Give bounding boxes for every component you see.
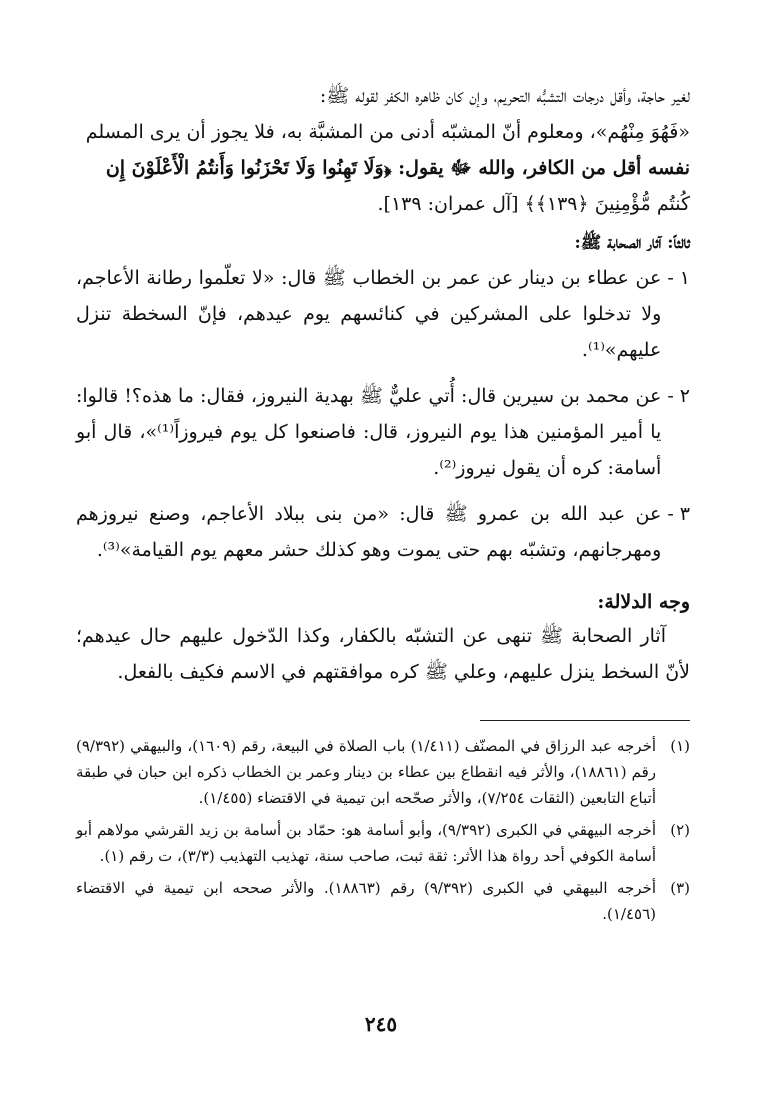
footnote-text: أخرجه عبد الرزاق في المصنّف (١/٤١١) باب الصلاة في البيعة، رقم (١٦٠٩)، والبيهقي (٩/٣٩٢) رقم (١٨٨٦١)، والأثر فيه انقطاع بين عطاء بن دينار وعمر بن الخطاب ذكره ابن حبان في طبقة أتباع التابعين (الثقات ٧/٢٥٤)، والأثر صحّحه ابن تيمية في الاقتضاء (١/٤٥٥). bbox=[76, 737, 657, 807]
intro-line: لغير حاجة، وأقل درجات التشبُّه التحريم، وإن كان ظاهره الكفر لقوله ﷺ: bbox=[319, 85, 690, 107]
footnote-number: (١) bbox=[670, 737, 690, 755]
item-number: ٣ - bbox=[667, 503, 690, 525]
wajh-paragraph: آثار الصحابة ﷺ تنهى عن التشبّه بالكفار، وكذا الدّخول عليهم حال عيدهم؛ لأنّ السخط ينزل عليهم، وعلي ﷺ كره موافقتهم في الاسم فكيف بالفعل. bbox=[76, 625, 690, 683]
item-number: ٢ - bbox=[667, 385, 690, 407]
footnote bbox=[76, 733, 690, 811]
list-item bbox=[76, 378, 690, 486]
footnote bbox=[76, 817, 690, 869]
item-number: ١ - bbox=[667, 267, 690, 289]
intro-line: كُنتُم مُّؤْمِنِينَ ﴿١٣٩﴾﴾ [آل عمران: ١٣٩]. bbox=[377, 193, 690, 215]
wajh-heading: وجه الدلالة: bbox=[597, 591, 690, 613]
section-heading: ثالثاً: آثار الصحابة ﷺ: bbox=[574, 233, 690, 253]
footnote bbox=[76, 875, 690, 927]
item-text: عن عبد الله بن عمرو ﷺ قال: «من بنى ببلاد الأعاجم، وصنع نيروزهم ومهرجانهم، وتشبّه بهم حتى يموت وهو كذلك حشر معهم يوم القيامة»⁽³⁾. bbox=[76, 503, 662, 561]
item-text: عن عطاء بن دينار عن عمر بن الخطاب ﷺ قال: «لا تعلّموا رطانة الأعاجم، ولا تدخلوا على المشركين في كنائسهم يوم عيدهم، فإنّ السخطة تنزل عليهم»⁽¹⁾. bbox=[76, 267, 662, 361]
intro-line: نفسه أقل من الكافر، والله ﷻ يقول: ﴿وَلَا تَهِنُوا وَلَا تَحْزَنُوا وَأَنتُمُ الْأَعْلَوْنَ إِن bbox=[105, 157, 690, 179]
item-text: عن محمد بن سيرين قال: أُتي عليٌّ ﷺ بهدية النيروز، فقال: ما هذه؟! قالوا: يا أمير المؤمنين هذا يوم النيروز، قال: فاصنعوا كل يوم فيروزاً⁽¹⁾»، قال أبو أسامة: كره أن يقول نيروز⁽²⁾. bbox=[76, 385, 662, 479]
list-item bbox=[76, 260, 690, 368]
footnote-divider bbox=[480, 720, 690, 721]
footnote-number: (٢) bbox=[670, 821, 690, 839]
list-item bbox=[76, 496, 690, 568]
intro-line: «فَهُوَ مِنْهُم»، ومعلوم أنّ المشبّه أدنى من المشبَّة به، فلا يجوز أن يرى المسلم bbox=[85, 121, 690, 143]
footnote-number: (٣) bbox=[670, 879, 690, 897]
intro-paragraph bbox=[76, 78, 690, 222]
footnotes bbox=[76, 733, 690, 927]
footnote-text: أخرجه البيهقي في الكبرى (٩/٣٩٢)، وأبو أسامة هو: حمّاد بن أسامة بن زيد القرشي مولاهم أبو أسامة الكوفي أحد رواة هذا الأثر: ثقة ثبت، صاحب سنة، تهذيب التهذيب (٣/٣)، ت رقم (١). bbox=[76, 821, 657, 865]
page-number: ٢٤٥ bbox=[364, 1012, 398, 1036]
footnote-text: أخرجه البيهقي في الكبرى (٩/٣٩٢) رقم (١٨٨٦٣). والأثر صححه ابن تيمية في الاقتضاء (١/٤٥٦). bbox=[76, 879, 656, 923]
